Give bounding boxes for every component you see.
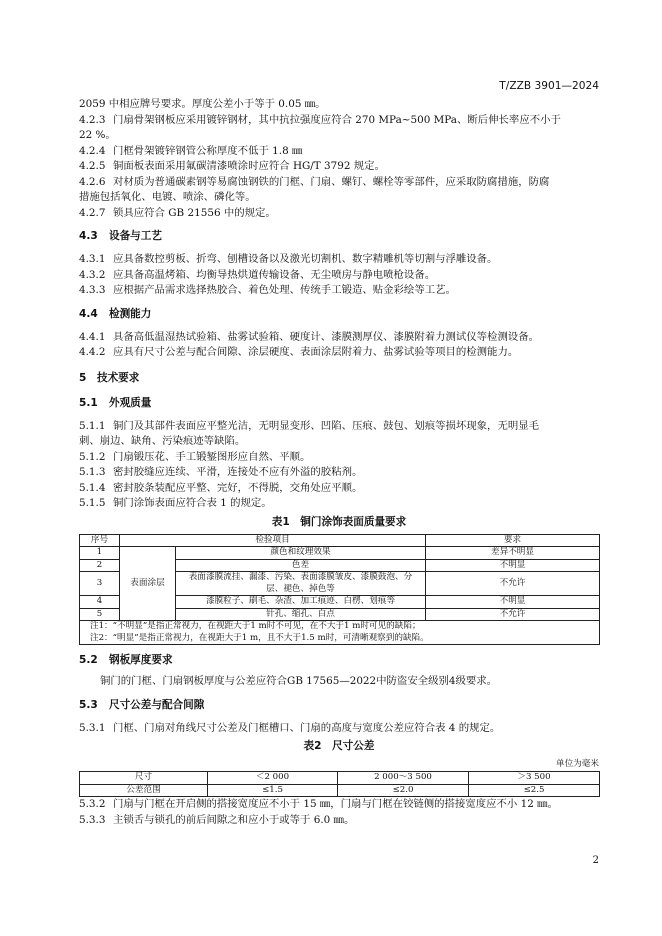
clause-4-3-3: 4.3.3 应根据产品需求选择热胶合、着色处理、传统手工锻造、贴金彩绘等工艺。: [79, 284, 456, 296]
table-cell: 不允许: [426, 608, 600, 621]
table-cell: 不允许: [426, 572, 600, 596]
document-body: [79, 97, 599, 828]
table-cell: ≤2.5: [469, 784, 600, 797]
table-cell: 表面漆膜流挂、漏漆、污染、表面漆膜皱皮、漆膜鼓泡、分层、褪色、掉色等: [176, 572, 426, 596]
table-cell: 5: [80, 608, 120, 621]
clause-4-4-1: 4.4.1 具备高低温湿热试验箱、盐雾试验箱、硬度计、漆膜测厚仪、漆膜附着力测试仪等检测设备。: [79, 330, 540, 343]
clause-4-2-4: 4.2.4 门框骨架镀锌钢管公称厚度不低于 1.8 ㎜: [79, 144, 303, 157]
clause-5-3-2: 5.3.2 门扇与门框在开启侧的搭接宽度应不小于 15 ㎜，门扇与门框在铰链侧的搭接宽度应不小 12 ㎜。: [79, 798, 558, 810]
table-cell: 4: [80, 596, 120, 609]
clause-4-3-2: 4.3.2 应具备高温烤箱、均衡导热烘道传输设备、无尘喷房与静电喷枪设备。: [79, 268, 436, 281]
paragraph-5-2: 铜门的门框、门扇钢板厚度与公差应符合GB 17565—2022中防盗安全级别4级要求。: [100, 675, 498, 687]
table-cell: 2: [80, 559, 120, 572]
table1-header-row: [80, 534, 600, 547]
table-cell: ≤1.5: [208, 784, 338, 797]
table-cell: 漆膜粒子、刷毛、杂渣、加工痕迹、白楞、划痕等: [176, 596, 426, 609]
standard-code: T/ZZB 3901—2024: [499, 80, 599, 92]
table-cell: 不明显: [426, 559, 600, 572]
table-cell: 公差范围: [80, 784, 208, 797]
table2-header-row: [80, 772, 600, 785]
table1-notes-row: [80, 621, 600, 645]
table-cell: 颜色和纹理效果: [176, 547, 426, 560]
heading-4-3: 4.3 设备与工艺: [79, 230, 162, 242]
clause-4-2-6-cont: 措施包括氧化、电镀、喷涂、磷化等。: [79, 191, 256, 203]
heading-5-1: 5.1 外观质量: [79, 396, 152, 409]
table1-caption: 表1 铜门涂饰表面质量要求: [271, 515, 407, 528]
clause-5-1-2: 5.1.2 门扇锻压花、手工锻錾图形应自然、平顺。: [79, 450, 311, 463]
table1-header-seq: 序号: [80, 534, 120, 547]
clause-4-4-2: 4.4.2 应具有尺寸公差与配合间隙、涂层硬度、表面涂层附着力、盐雾试验等项目的检测能力。: [79, 346, 519, 358]
table2: [79, 771, 600, 797]
clause-5-1-3: 5.1.3 密封胶缝应连续、平滑，连接处不应有外溢的胶粘剂。: [79, 466, 363, 478]
table-cell: 不明显: [426, 596, 600, 609]
table2-caption: 表2 尺寸公差: [303, 740, 375, 752]
clause-4-2-5: 4.2.5 铜面板表面采用氟碳清漆喷涂时应符合 HG/T 3792 规定。: [79, 160, 385, 172]
table1-header-req: 要求: [426, 534, 600, 547]
paragraph-4-2-2-cont: 2059 中相应牌号要求。厚度公差小于等于 0.05 ㎜。: [79, 98, 326, 110]
heading-5: 5 技术要求: [79, 371, 140, 384]
clause-5-1-4: 5.1.4 密封胶条装配应平整、完好，不得脱，交角处应平顺。: [79, 481, 363, 494]
table-row: [80, 547, 600, 560]
clause-4-2-3-cont: 22 %。: [79, 129, 116, 141]
table1-group-label: 表面涂层: [120, 547, 176, 621]
table-cell: 3: [80, 572, 120, 596]
clause-5-1-1-cont: 刺、崩边、缺角、污染痕迹等缺陷。: [79, 435, 246, 447]
clause-4-3-1: 4.3.1 应具备数控剪板、折弯、刨槽设备以及激光切割机、数字精雕机等切割与浮雕设备。: [79, 253, 498, 265]
clause-5-3-3: 5.3.3 主锁舌与锁孔的前后间隙之和应小于或等于 6.0 ㎜。: [79, 813, 355, 826]
clause-5-1-5: 5.1.5 铜门涂饰表面应符合表 1 的规定。: [79, 497, 272, 509]
table2-header-cell: ＞3 500: [469, 772, 600, 785]
heading-5-2: 5.2 钢板厚度要求: [79, 654, 173, 666]
table2-unit: 单位为毫米: [556, 759, 599, 769]
table2-header-cell: 尺寸: [80, 772, 208, 785]
clause-4-2-3: 4.2.3 门扇骨架钢板应采用镀锌钢材，其中抗拉强度应符合 270 MPa~500 MPa、断后伸长率应不小于: [79, 113, 561, 126]
table-cell: 针孔、缩孔、白点: [176, 608, 426, 621]
clause-5-1-1: 5.1.1 铜门及其部件表面应平整光洁，无明显变形、凹陷、压痕、鼓包、划痕等损坏现象，无明显毛: [79, 419, 540, 432]
table1-header-item: 检验项目: [120, 534, 426, 547]
clause-4-2-7: 4.2.7 锁具应符合 GB 21556 中的规定。: [79, 206, 276, 219]
table2-header-cell: 2 000～3 500: [338, 772, 469, 785]
clause-5-3-1: 5.3.1 门框、门扇对角线尺寸公差及门框槽口、门扇的高度与宽度公差应符合表 4 的规定。: [79, 721, 501, 734]
page-number: 2: [592, 855, 599, 866]
table1-note-2: 注2：“明显”是指正常视力，在视距大于1 m，且不大于1.5 m时，可清晰观察到的缺陷。: [90, 632, 429, 643]
table-row: [80, 784, 600, 797]
table-cell: 差异不明显: [426, 547, 600, 560]
table1-note-1: 注1：“不明显”是指正常视力，在视距大于1 m时不可见，在不大于1 m时可见的缺陷；: [90, 621, 421, 631]
table-cell: 色差: [176, 559, 426, 572]
heading-4-4: 4.4 检测能力: [79, 307, 152, 320]
table-cell: ≤2.0: [338, 784, 469, 797]
table1: [79, 534, 600, 646]
clause-list-4-2: [79, 113, 599, 222]
table-cell: 1: [80, 547, 120, 560]
clause-4-2-6: 4.2.6 对材质为普通碳素钢等易腐蚀钢铁的门框、门扇、螺钉、螺栓等零部件，应采取防腐措施，防腐: [79, 175, 550, 188]
table2-header-cell: ＜2 000: [208, 772, 338, 785]
heading-5-3: 5.3 尺寸公差与配合间隙: [79, 698, 205, 711]
table1-notes: [80, 621, 600, 645]
